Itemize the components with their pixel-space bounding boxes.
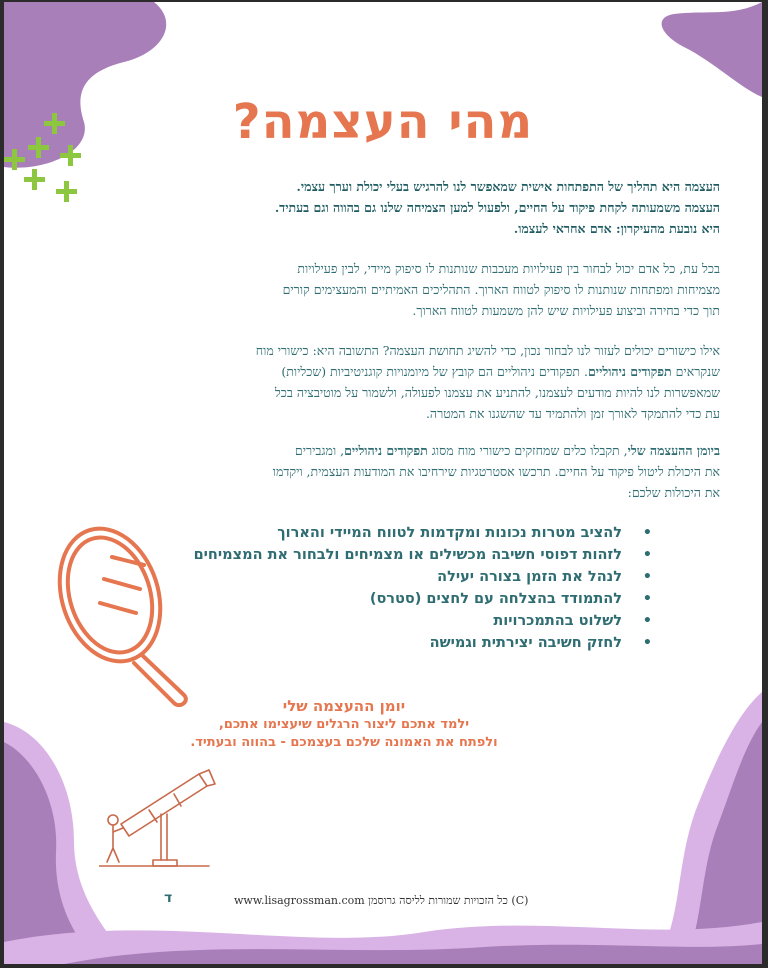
page-title: מהי העצמה? — [232, 94, 534, 150]
magnifying-glass-icon — [52, 517, 202, 707]
paragraph-executive-functions — [44, 340, 720, 424]
paragraph-choices — [44, 258, 720, 321]
text-line: מצמיחות ומפתחות שנותנות לו סיפוק לטווח הארוך. התהליכים האמיתיים והמעצימים קורים — [282, 282, 720, 297]
text-line: בכל עת, כל אדם יכול לבחור בין פעילויות מעכבות שנותנות לו סיפוק מיידי, לבין פעילויות — [297, 261, 720, 276]
telescope-icon — [99, 762, 224, 872]
closing-line: ולפתח את האמונה שלכם בעצמכם - בהווה ובעתיד. — [190, 735, 498, 750]
text-line: שנקראים תפקודים ניהוליים. תפקודים ניהוליים הם קובץ של מיומנויות קוגניטיביות (שכליות) — [281, 364, 720, 379]
bottom-wave — [4, 902, 762, 964]
text-line: את היכולות שלכם: — [627, 485, 720, 500]
list-item: • לנהל את הזמן בצורה יעילה — [92, 566, 652, 588]
closing-heading: יומן ההעצמה שלי — [282, 697, 406, 715]
copyright-footer: (C) כל הזכויות שמורות לליסה גרוסמן www.lisagrossman.com — [234, 894, 529, 907]
text-line: שמאפשרות לנו להיות מודעים לעצמנו, להתניע את עצמנו לפעולה, ולשמור על מוטיבציה בכל — [274, 385, 720, 400]
text-line: את היכולת ליטול פיקוד על החיים. תרכשו אסטרטגיות שירחיבו את המודעות העצמית, ויקדמו — [272, 464, 720, 479]
text-line: היא נובעת מהעיקרון: אדם אחראי לעצמו. — [513, 221, 720, 236]
list-item: • להציב מטרות נכונות ומקדמות לטווח המיידי והארוך — [92, 522, 652, 544]
top-right-purple-blob — [644, 2, 762, 102]
page-number: ד — [164, 890, 173, 906]
text-line: תוך כדי בחירה וביצוע פעילויות שיש להן משמעות לטווח הארוך. — [412, 303, 720, 318]
list-item: • לחזק חשיבה יצירתית וגמישה — [92, 632, 652, 654]
text-line: העצמה משמעותה לקחת פיקוד על החיים, ולפעול למען הצמיחה שלנו גם בהווה וגם בעתיד. — [274, 200, 720, 215]
text-line: העצמה היא תהליך של התפתחות אישית שמאפשר לנו להרגיש בעלי יכולת וערך עצמי. — [296, 179, 720, 194]
text-line: אילו כישורים יכולים לעזור לנו לבחור נכון, כדי להשיג תחושת העצמה? התשובה היא: כישורי מוח — [255, 343, 720, 358]
list-item: • לזהות דפוסי חשיבה מכשילים או מצמיחים ולבחור את המצמיחים — [92, 544, 652, 566]
text-line: ביומן ההעצמה שלי, תקבלו כלים שמחזקים כישורי מוח מסוג תפקודים ניהוליים, ומגבירים — [294, 443, 720, 458]
text-line: עת כדי להתמקד לאורך זמן ולהתמיד עד שהשגנו את המטרה. — [425, 406, 720, 421]
paragraph-journal — [44, 440, 720, 503]
list-item: • להתמודד בהצלחה עם לחצים (סטרס) — [92, 588, 652, 610]
closing-line: ילמד אתכם ליצור הרגלים שיעצימו אתכם, — [218, 717, 470, 732]
list-item: • לשלוט בהתמכרויות — [92, 610, 652, 632]
paragraph-definition — [44, 176, 720, 239]
document-page — [4, 2, 762, 964]
closing-message — [84, 696, 604, 752]
